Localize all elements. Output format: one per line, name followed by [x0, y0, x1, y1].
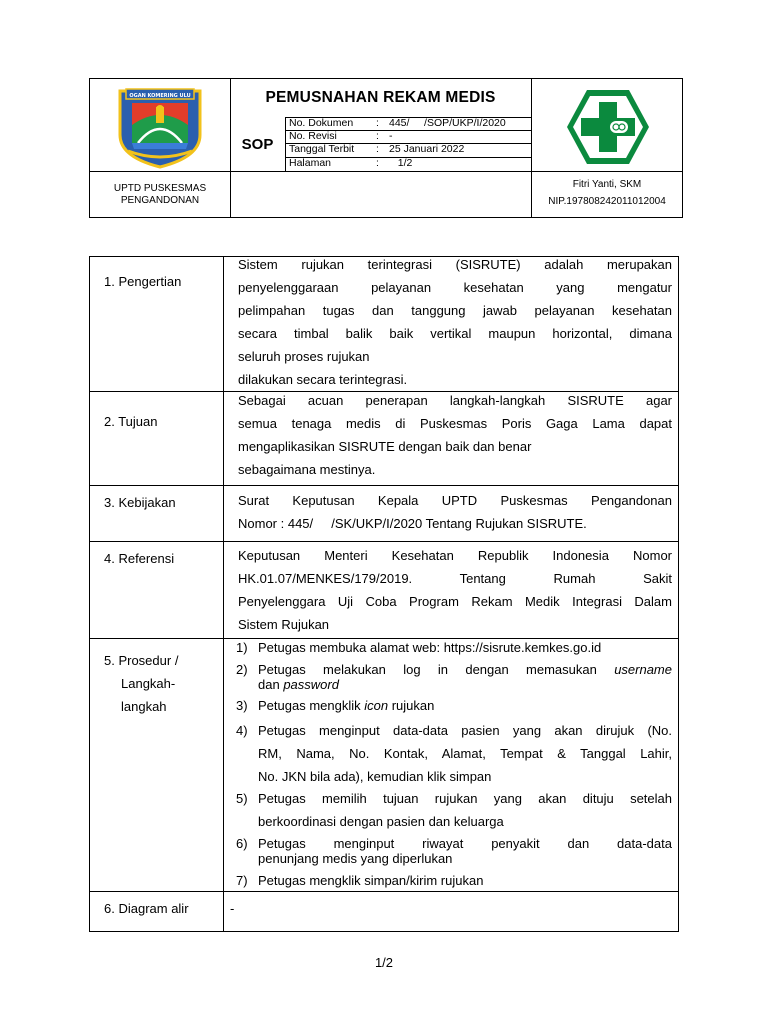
- label-tujuan: 2. Tujuan: [104, 414, 158, 429]
- regency-shield-icon: [116, 85, 204, 169]
- sop-label: SOP: [241, 135, 274, 153]
- signer-name: Fitri Yanti, SKM: [572, 179, 642, 190]
- sop-header: [89, 78, 683, 218]
- document-title: PEMUSNAHAN REKAM MEDIS: [265, 89, 496, 106]
- label-diagram-alir: 6. Diagram alir: [104, 901, 189, 916]
- sop-content-table: 1. Pengertian Sistem rujukan terintegrasi (SISRUTE) adalah merupakan penyelenggaraan pelayanan kesehatan yang mengatur pelimpahan tugas dan tanggung jawab pelayanan kesehatan secara timbal balik baik vertikal maupun horizontal, dimana seluruh proses rujukan dilakukan secara terintegrasi. 2. Tujuan Sebagai acuan penerapan langkah-langkah SISRUTE agar semua tenaga medis di Puskesmas Poris Gaga Lama dapat mengaplikasikan SISRUTE dengan baik dan benar sebagaimana mestinya. 3. Kebijakan Surat Keputusan Kepala UPTD Puskesmas Pengandonan Nomor : 445/ /SK/UKP/I/2020 Tentang Rujukan SISRUTE. 4. Referensi Keputusan Menteri Kesehatan Republik Indonesia Nomor HK.01.07/MENKES/179/2019. Tentang Rumah Sakit Penyelenggara Uji Coba Program Rekam Medik Integrasi Dalam Sistem Rujukan 5. Prosedur / Langkah- langkah 1) Petugas membuka alamat web: https://sisrute.kemkes.go.id 2) Petugas melakukan log in dengan memasukan username dan password 3) Petugas mengklik icon rujukan 4) Petugas menginput data-data pasien yang akan dirujuk (No. RM, Nama, No. Kontak, Alamat, Tempat & Tanggal Lahir, No. JKN bila ada), kemudian klik simpan 5) Petugas memilih tujuan rujukan yang akan dituju setelah berkoordinasi dengan pasien dan keluarga 6) Petugas menginput riwayat penyakit dan data-data penunjang medis yang diperlukan 7) Petugas mengklik simpan/kirim rujukan 6. Diagram alir -: [89, 256, 679, 932]
- label-prosedur: 5. Prosedur / Langkah- langkah: [104, 653, 179, 714]
- organization-name: UPTD PUSKESMAS PENGANDONAN: [113, 182, 207, 206]
- puskesmas-logo: [565, 88, 651, 166]
- meta-row-dokumen: No. Dokumen : 445/ /SOP/UKP/I/2020: [289, 117, 506, 129]
- meta-row-tanggal: Tanggal Terbit : 25 Januari 2022: [289, 143, 465, 155]
- meta-row-revisi: No. Revisi : -: [289, 130, 393, 142]
- label-referensi: 4. Referensi: [104, 551, 175, 566]
- regency-logo: [116, 85, 204, 169]
- label-pengertian: 1. Pengertian: [104, 274, 182, 289]
- text-tujuan: Sebagai acuan penerapan langkah-langkah SISRUTE agar semua tenaga medis di Puskesmas Poris Gaga Lama dapat mengaplikasikan SISRUTE dengan baik dan benar sebagaimana mestinya.: [238, 393, 672, 477]
- text-diagram-alir: -: [230, 901, 235, 916]
- svg-text:OGAN KOMERING ULU: OGAN KOMERING ULU: [129, 93, 191, 99]
- meta-row-halaman: Halaman : 1/2: [289, 157, 413, 169]
- text-referensi: Keputusan Menteri Kesehatan Republik Indonesia Nomor HK.01.07/MENKES/179/2019. Tentang Rumah Sakit Penyelenggara Uji Coba Program Rekam Medik Integrasi Dalam Sistem Rujukan: [238, 548, 672, 632]
- text-pengertian: Sistem rujukan terintegrasi (SISRUTE) adalah merupakan penyelenggaraan pelayanan kesehatan yang mengatur pelimpahan tugas dan tanggung jawab pelayanan kesehatan secara timbal balik baik vertikal maupun horizontal, dimana seluruh proses rujukan dilakukan secara terintegrasi.: [238, 257, 672, 387]
- signer-block: [531, 171, 683, 218]
- puskesmas-cross-icon: [565, 88, 651, 166]
- label-kebijakan: 3. Kebijakan: [104, 495, 176, 510]
- text-kebijakan: Surat Keputusan Kepala UPTD Puskesmas Pengandonan Nomor : 445/ /SK/UKP/I/2020 Tentang Rujukan SISRUTE.: [238, 493, 672, 531]
- signer-nip: NIP.197808242011012004: [548, 196, 666, 207]
- page-number: 1/2: [374, 955, 394, 970]
